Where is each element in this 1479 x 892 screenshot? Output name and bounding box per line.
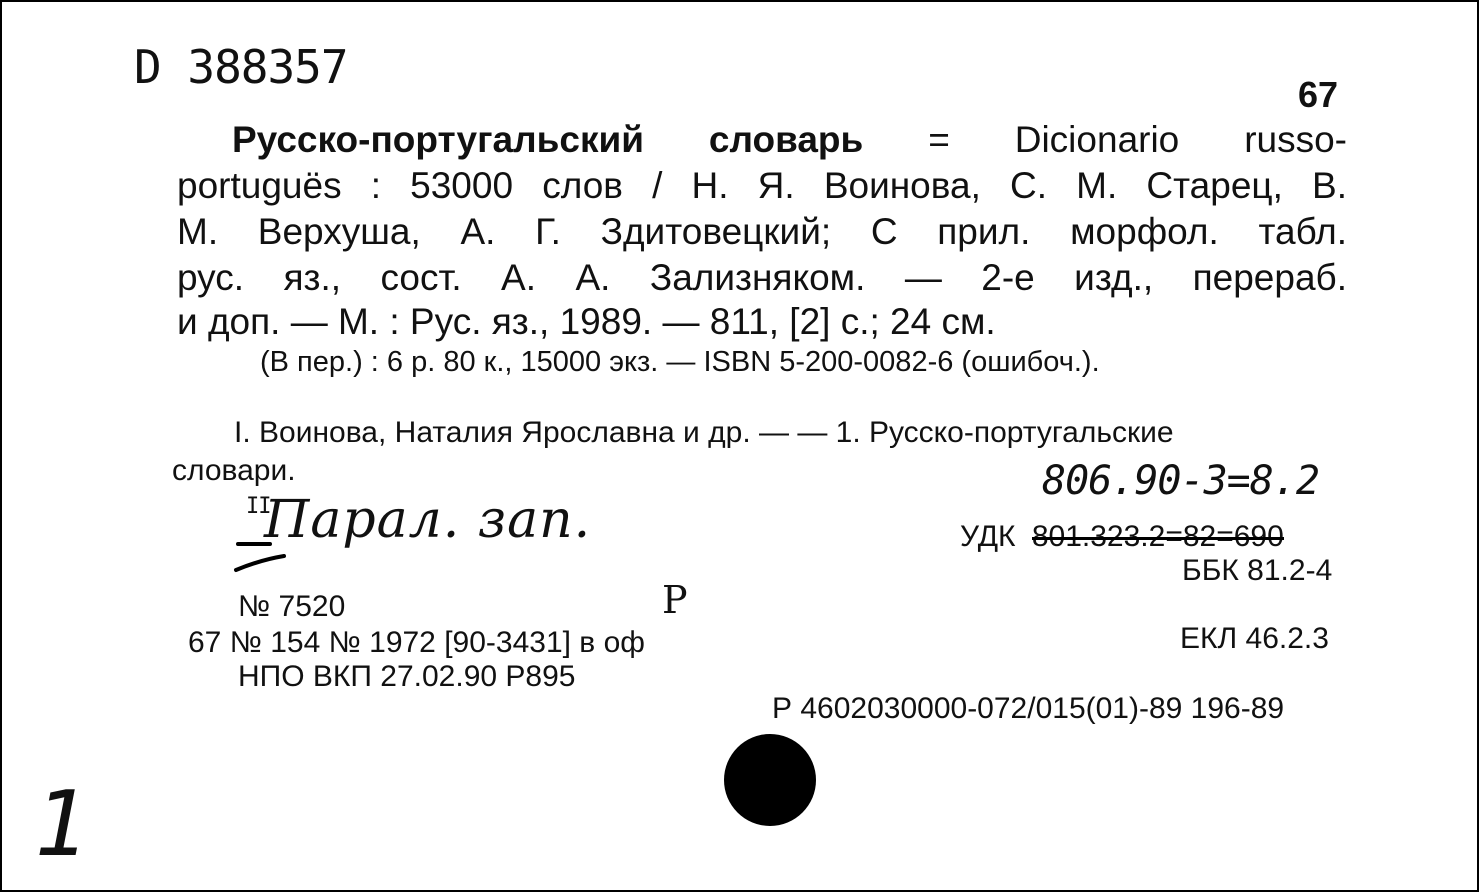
description-line-3: М. Верхуша, А. Г. Здитовецкий; С прил. морфол. табл.: [177, 211, 1347, 252]
handwritten-underline-mark: [230, 530, 290, 580]
handwritten-number: 1: [34, 772, 88, 877]
order-line: 67 № 154 № 1972 [90-3431] в оф: [188, 626, 645, 659]
handwritten-classification: 806.90-3=8.2: [1042, 458, 1319, 504]
letter-r: Р: [662, 578, 688, 622]
tracing-line-2: словари.: [172, 454, 296, 487]
udk-label: УДК: [960, 520, 1016, 553]
tracing-line-1: I. Воинова, Наталия Ярославна и др. — — 1. Русско-португальские: [234, 416, 1174, 449]
title-rest: = Dicionario russo-: [928, 119, 1347, 160]
print-number: № 7520: [238, 590, 346, 623]
call-number: 67: [1298, 74, 1339, 115]
handwritten-roman: II: [246, 494, 271, 519]
accession-number: D 388357: [134, 40, 348, 94]
description-line-2: portuguës : 53000 слов / Н. Я. Воинова, С. М. Старец, В.: [177, 165, 1347, 206]
bbk-line: ББК 81.2-4: [1182, 554, 1333, 587]
udk-line: [960, 520, 1284, 554]
title-bold: Русско-португальский словарь: [232, 119, 864, 160]
npo-line: НПО ВКП 27.02.90 Р895: [238, 660, 576, 693]
udk-value-struck: 801.323.2=82=690: [1031, 520, 1284, 553]
p-code-line: Р 4602030000-072/015(01)-89 196-89: [772, 692, 1285, 725]
description-line-4: рус. яз., сост. А. А. Зализняком. — 2-е изд., перераб.: [177, 257, 1347, 298]
punch-hole: [724, 734, 816, 826]
price-line: (В пер.) : 6 р. 80 к., 15000 экз. — ISBN 5-200-0082-6 (ошибоч.).: [260, 346, 1100, 378]
ekl-line: ЕКЛ 46.2.3: [1180, 622, 1329, 655]
description-line-5: и доп. — М. : Рус. яз., 1989. — 811, [2] с.; 24 см.: [177, 301, 996, 342]
handwritten-note-left: Парал. зап.: [264, 490, 592, 550]
title-line: [232, 118, 1347, 162]
